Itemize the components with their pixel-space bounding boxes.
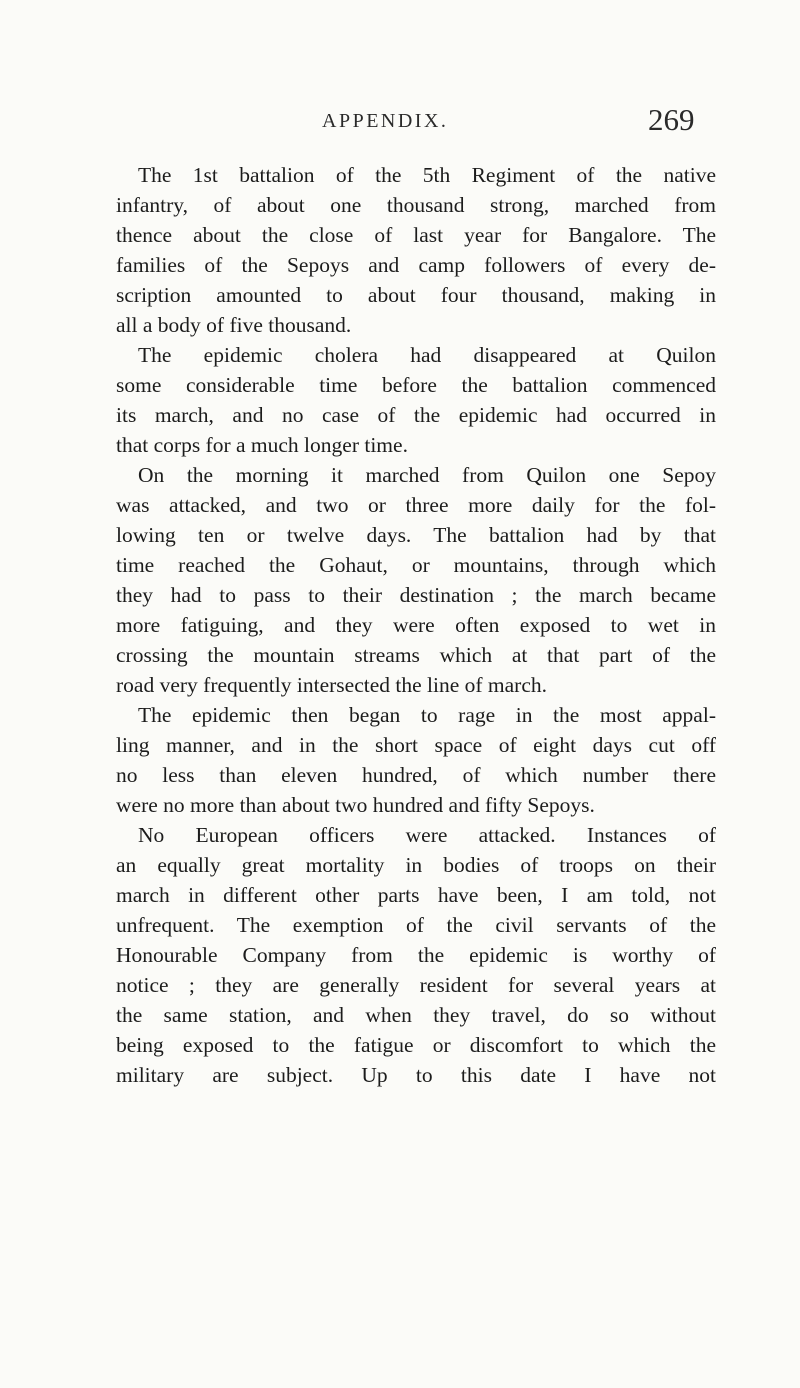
text-line: an equally great mortality in bodies of troops on their [116,853,716,877]
paragraph [116,820,716,1090]
text-line: ling manner, and in the short space of eight days cut off [116,733,716,757]
text-line: military are subject. Up to this date I have not [116,1063,716,1087]
text-line: The epidemic cholera had disappeared at Quilon [138,343,716,367]
text-line: was attacked, and two or three more daily for the fol- [116,493,716,517]
text-line: its march, and no case of the epidemic had occurred in [116,403,716,427]
text-line: infantry, of about one thousand strong, marched from [116,193,716,217]
running-head [0,102,800,142]
text-line: On the morning it marched from Quilon one Sepoy [138,463,716,487]
paragraph [116,340,716,460]
text-line: Honourable Company from the epidemic is worthy of [116,943,716,967]
text-line: they had to pass to their destination ; the march became [116,583,716,607]
text-line: scription amounted to about four thousand, making in [116,283,716,307]
text-line: crossing the mountain streams which at that part of the [116,643,716,667]
text-line: the same station, and when they travel, do so without [116,1003,716,1027]
text-line: unfrequent. The exemption of the civil servants of the [116,913,716,937]
text-line: thence about the close of last year for Bangalore. The [116,223,716,247]
text-line: that corps for a much longer time. [116,433,408,457]
text-line: march in different other parts have been, I am told, not [116,883,716,907]
text-line: lowing ten or twelve days. The battalion had by that [116,523,716,547]
paragraph [116,460,716,700]
text-line: notice ; they are generally resident for several years at [116,973,716,997]
text-line: families of the Sepoys and camp followers of every de- [116,253,716,277]
text-line: no less than eleven hundred, of which number there [116,763,716,787]
running-title: APPENDIX. [322,110,449,132]
text-line: The 1st battalion of the 5th Regiment of the native [138,163,716,187]
text-line: all a body of five thousand. [116,313,352,337]
text-line: No European officers were attacked. Instances of [138,823,716,847]
body-text [116,160,716,1090]
text-line: were no more than about two hundred and fifty Sepoys. [116,793,595,817]
paragraph [116,700,716,820]
text-line: being exposed to the fatigue or discomfort to which the [116,1033,716,1057]
text-line: The epidemic then began to rage in the most appal- [138,703,716,727]
text-line: road very frequently intersected the line of march. [116,673,548,697]
text-line: some considerable time before the battalion commenced [116,373,716,397]
text-line: time reached the Gohaut, or mountains, through which [116,553,716,577]
page-number: 269 [648,102,695,137]
text-line: more fatiguing, and they were often exposed to wet in [116,613,716,637]
paragraph [116,160,716,340]
